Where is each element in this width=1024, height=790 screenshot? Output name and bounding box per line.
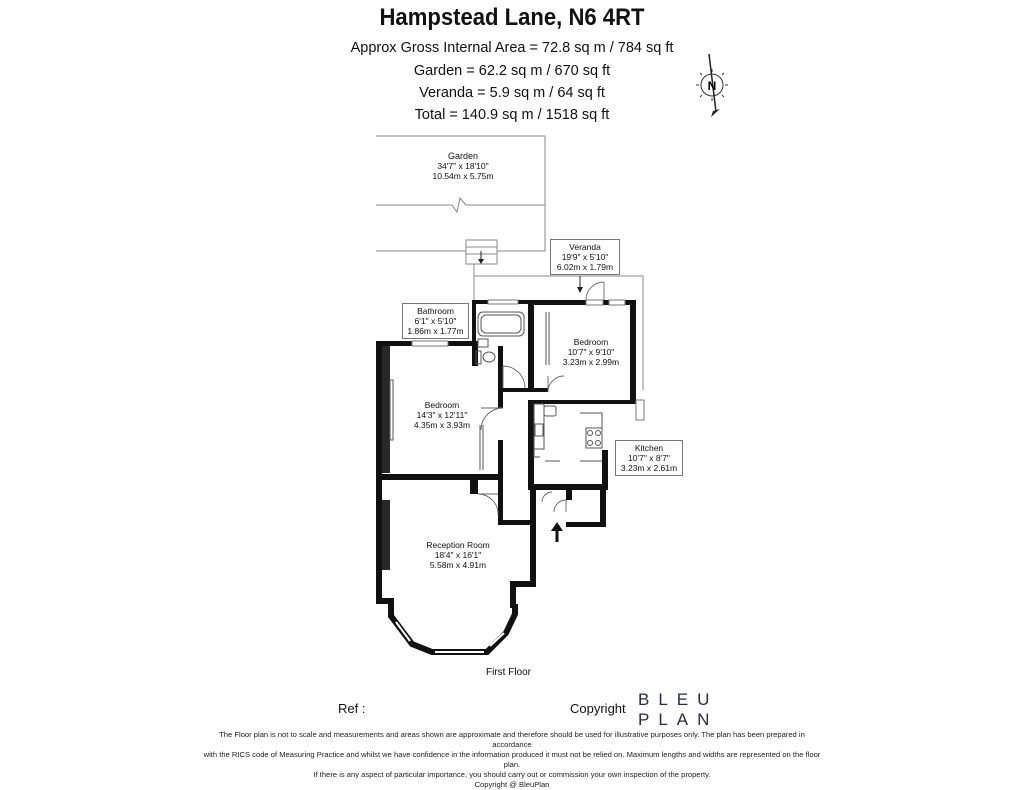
veranda-name: Veranda — [569, 242, 601, 252]
garden-label — [408, 151, 518, 181]
disclaimer-line-3: If there is any aspect of particular importance, you should carry out or commission your own inspection of the property. — [313, 770, 711, 779]
garden-metric: 10.54m x 5.75m — [432, 171, 494, 181]
garden-area: Garden = 62.2 sq m / 670 sq ft — [413, 63, 611, 79]
entrance-arrow-icon — [551, 522, 563, 542]
bedroom-2-imperial: 10'7" x 9'10" — [567, 347, 615, 357]
total-area: Total = 140.9 sq m / 1518 sq ft — [414, 107, 610, 123]
veranda-imperial: 19'9" x 5'10" — [561, 252, 609, 262]
kitchen-name: Kitchen — [634, 443, 664, 453]
bedroom-1-metric: 4.35m x 3.93m — [413, 420, 471, 430]
reception-room-imperial: 18'4" x 16'1" — [434, 550, 482, 560]
logo-line-2: PLAN — [638, 710, 719, 729]
page-title: Hampstead Lane, N6 4RT — [379, 4, 645, 31]
kitchen-label — [615, 440, 683, 476]
disclaimer-line-1: The Floor plan is not to scale and measurements and areas shown are approximate and therefore should be used for illustrative purposes only. The plan has been prepared in accordance — [219, 730, 805, 749]
bathroom-imperial: 6'1" x 5'10" — [414, 316, 457, 326]
veranda-area: Veranda = 5.9 sq m / 64 sq ft — [419, 85, 605, 101]
logo-line-1: BLEU — [638, 690, 719, 709]
garden-imperial: 34'7" x 18'10" — [437, 161, 489, 171]
bedroom-2-label — [556, 337, 626, 367]
reception-room-metric: 5.58m x 4.91m — [429, 560, 487, 570]
bathroom-name: Bathroom — [417, 306, 454, 316]
garden-name: Garden — [447, 151, 479, 161]
gross-internal-area: Approx Gross Internal Area = 72.8 sq m / 784 sq ft — [350, 40, 674, 56]
bedroom-1-label — [402, 400, 482, 430]
disclaimer-line-4: Copyright @ BleuPlan — [474, 780, 550, 789]
copyright-label: Copyright — [570, 701, 626, 716]
disclaimer-line-2: with the RICS code of Measuring Practice and whilst we have confidence in the information produced it must not be relied on. Maximum lengths and widths are represented on the floor plan. — [203, 750, 821, 769]
bedroom-1-name: Bedroom — [424, 400, 460, 410]
compass-n-label: N — [707, 79, 717, 93]
bathroom-label — [402, 303, 469, 339]
kitchen-imperial: 10'7" x 8'7" — [628, 453, 670, 463]
bedroom-1-imperial: 14'3" x 12'11" — [416, 410, 468, 420]
kitchen-metric: 3.23m x 2.61m — [620, 463, 678, 473]
ref-label: Ref : — [338, 701, 366, 716]
veranda-label — [550, 239, 620, 275]
bedroom-2-metric: 3.23m x 2.99m — [562, 357, 620, 367]
bedroom-2-name: Bedroom — [573, 337, 609, 347]
bleuplan-logo — [638, 690, 718, 730]
bay-window — [391, 603, 515, 652]
floor-label: First Floor — [486, 667, 531, 678]
reception-room-name: Reception Room — [426, 540, 490, 550]
veranda-metric: 6.02m x 1.79m — [556, 262, 614, 272]
reception-room-label — [410, 540, 506, 570]
disclaimer — [200, 730, 824, 790]
north-compass-icon — [696, 54, 728, 117]
bathroom-metric: 1.86m x 1.77m — [407, 326, 464, 336]
